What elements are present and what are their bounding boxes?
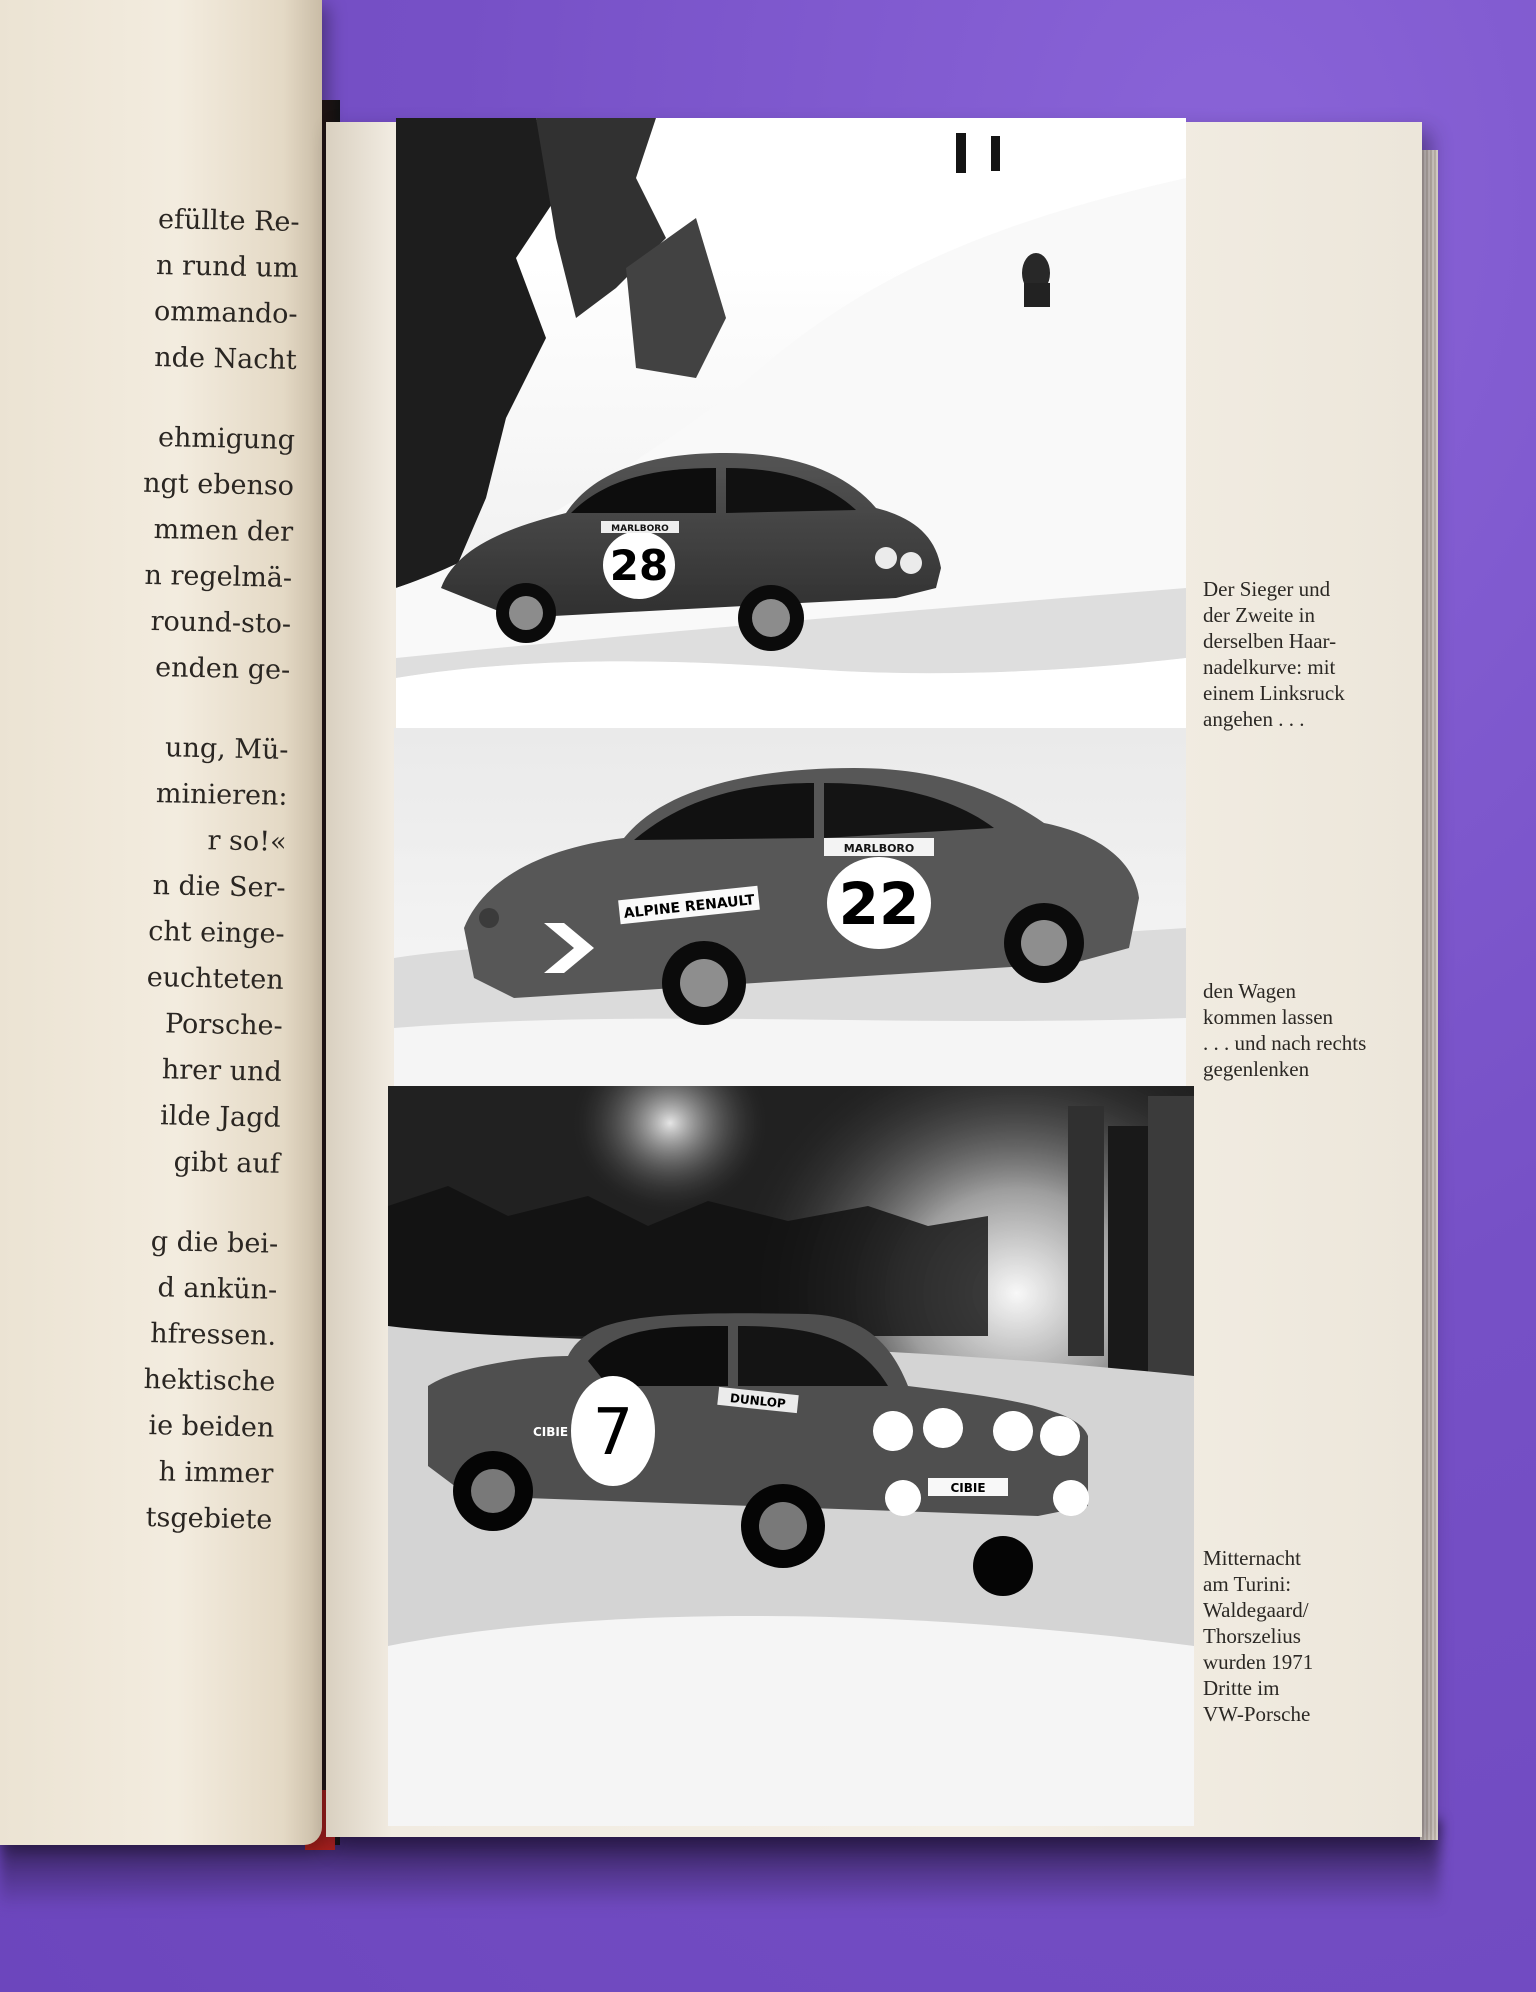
left-text-line: cht einge- <box>147 915 285 950</box>
left-text-line: tsgebiete <box>145 1502 273 1536</box>
left-text-line: hektische <box>143 1363 276 1398</box>
caption-line: Waldegaard/ <box>1203 1598 1309 1622</box>
photo-car-7-night <box>388 1086 1194 1826</box>
left-text-line: hfressen. <box>149 1318 277 1352</box>
left-text-line: round-sto- <box>150 605 292 640</box>
caption-line: Thorszelius <box>1203 1624 1301 1648</box>
car-28-sticker: MARLBORO <box>611 524 669 534</box>
car-number-22: 22 <box>838 870 920 938</box>
left-text-line: euchteten <box>146 961 284 996</box>
caption-line: Mitternacht <box>1203 1546 1301 1570</box>
caption-line: nadelkurve: mit <box>1203 655 1336 679</box>
caption-line: angehen . . . <box>1203 707 1305 731</box>
left-text-line: ilde Jagd <box>159 1100 282 1134</box>
left-text-line: Porsche- <box>164 1008 284 1042</box>
left-text-line: mmen der <box>153 514 294 548</box>
photo-car-22-slide <box>394 728 1186 1086</box>
left-text-line: h immer <box>158 1456 274 1490</box>
left-page <box>0 0 322 1845</box>
left-text-line: ngt ebenso <box>142 467 295 502</box>
left-text-line: d ankün- <box>157 1272 278 1306</box>
paragraph-gap <box>19 1182 280 1221</box>
paragraph-gap <box>35 379 296 418</box>
left-text-line: ehmigung <box>157 422 296 456</box>
photo-car-28-hairpin <box>396 118 1186 728</box>
caption-line: . . . und nach rechts <box>1203 1031 1367 1055</box>
caption-midnight-turini <box>1203 1545 1403 1727</box>
left-text-line: nde Nacht <box>154 341 297 376</box>
caption-line: gegenlenken <box>1203 1057 1310 1081</box>
caption-line: wurden 1971 <box>1203 1650 1314 1674</box>
left-text-line: r so!« <box>207 825 287 858</box>
left-text-line: n rund um <box>155 250 299 284</box>
caption-line: einem Linksruck <box>1203 681 1345 705</box>
car-7-lights-sticker: CIBIE <box>950 1481 986 1495</box>
left-text-line: hrer und <box>161 1054 283 1088</box>
page-stack-edge <box>1420 150 1438 1840</box>
caption-hairpin <box>1203 576 1403 732</box>
left-text-line: ung, Mü- <box>164 732 289 766</box>
caption-line: Der Sieger und <box>1203 577 1331 601</box>
car-number-7: 7 <box>592 1396 634 1470</box>
paragraph-gap <box>29 688 290 727</box>
left-text-line: efüllte Re- <box>157 204 300 238</box>
caption-line: VW-Porsche <box>1203 1702 1311 1726</box>
caption-line: am Turini: <box>1203 1572 1292 1596</box>
left-text-line: n die Ser- <box>152 870 286 904</box>
left-text-line: ie beiden <box>148 1410 275 1444</box>
left-text-line: gibt auf <box>173 1146 281 1180</box>
caption-line: kommen lassen <box>1203 1005 1334 1029</box>
left-page-text <box>12 195 300 1544</box>
left-text-line: minieren: <box>155 778 288 812</box>
car-22-sponsor: ALPINE RENAULT <box>623 892 756 922</box>
caption-line: den Wagen <box>1203 979 1296 1003</box>
car-22-sticker: MARLBORO <box>843 842 915 855</box>
left-text-line: g die bei- <box>150 1226 279 1260</box>
caption-line: Dritte im <box>1203 1676 1280 1700</box>
left-text-line: enden ge- <box>154 652 291 686</box>
left-text-line: n regelmä- <box>144 559 293 594</box>
caption-countersteer <box>1203 978 1403 1082</box>
caption-line: derselben Haar- <box>1203 629 1337 653</box>
left-text-line: ommando- <box>153 295 298 330</box>
caption-line: der Zweite in <box>1203 603 1315 627</box>
car-7-fender-sticker: CIBIE <box>533 1425 569 1439</box>
car-7-sponsor: DUNLOP <box>729 1391 787 1411</box>
car-number-28: 28 <box>609 541 669 590</box>
